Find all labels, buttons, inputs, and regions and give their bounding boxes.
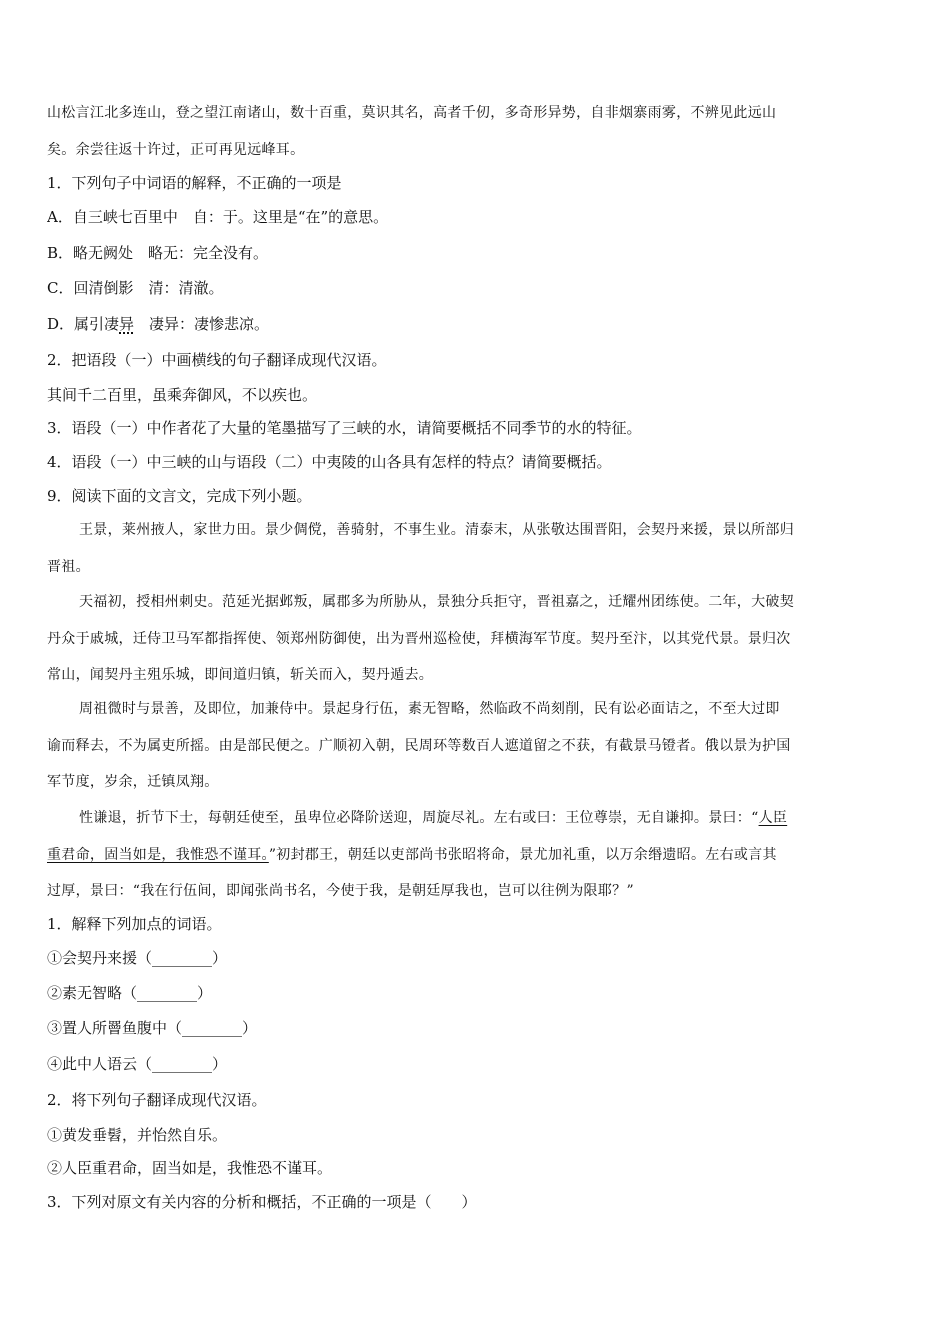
paragraph-2-line: 天福初，授相州刺史。范延光据邺叛，属郡多为所胁从，景独分兵拒守，晋祖嘉之，迁耀州团练使。二年，大破契 <box>79 594 794 610</box>
question-9-2: 2．将下列句子翻译成现代汉语。 <box>47 1091 267 1109</box>
paragraph-4-text: ”初封郡王，朝廷以吏部尚书张昭将命，景尤加礼重，以万余缗遗昭。左右或言其 <box>268 847 777 863</box>
paragraph-4-line <box>79 808 906 828</box>
translation-item-1: ①黄发垂髫，并怡然自乐。 <box>47 1126 228 1144</box>
paragraph-4-line <box>47 845 906 865</box>
section-9-heading: 9．阅读下面的文言文，完成下列小题。 <box>47 487 312 505</box>
question-4: 4．语段（一）中三峡的山与语段（二）中夷陵的山各具有怎样的特点？请简要概括。 <box>47 453 612 471</box>
question-2: 2．把语段（一）中画横线的句子翻译成现代汉语。 <box>47 351 387 369</box>
option-d-prefix: D．属引凄 <box>47 315 120 333</box>
paragraph-2-line: 常山，闻契丹主殂乐城，即间道归镇，斩关而入，契丹遁去。 <box>47 667 434 683</box>
paragraph-3-line: 周祖微时与景善，及即位，加兼侍中。景起身行伍，素无智略，然临政不尚刻削，民有讼必面诘之，不至大过即 <box>79 701 780 717</box>
question-3: 3．语段（一）中作者花了大量的笔墨描写了三峡的水，请简要概括不同季节的水的特征。 <box>47 419 642 437</box>
question-1: 1．下列句子中词语的解释，不正确的一项是 <box>47 174 342 192</box>
paragraph-4-text: 性谦退，折节下士，每朝廷使至，虽卑位必降阶送迎，周旋尽礼。左右或曰：王位尊崇，无自谦抑。景曰：“ <box>79 810 759 826</box>
question-9-1: 1．解释下列加点的词语。 <box>47 915 222 933</box>
dotted-word: 异 <box>119 315 135 333</box>
option-d <box>47 314 906 334</box>
passage-line: 矣。余尝往返十许过，正可再见远峰耳。 <box>47 142 305 158</box>
paragraph-1-line: 晋祖。 <box>47 559 90 575</box>
translation-item-2: ②人臣重君命，固当如是，我惟恐不谨耳。 <box>47 1159 333 1177</box>
option-c: C．回清倒影 清：清澈。 <box>47 279 224 297</box>
translation-sentence: 其间千二百里，虽乘奔御风，不以疾也。 <box>47 386 318 404</box>
question-9-3: 3．下列对原文有关内容的分析和概括，不正确的一项是（ ） <box>47 1193 477 1211</box>
paragraph-3-line: 谕而释去，不为属吏所摇。由是部民便之。广顺初入朝，民周环等数百人遮道留之不获，有截景马镫者。俄以景为护国 <box>47 738 791 754</box>
blank-item-4: ④此中人语云（________） <box>47 1055 228 1073</box>
underlined-sentence: 人臣 <box>758 810 788 826</box>
blank-item-1: ①会契丹来援（________） <box>47 949 228 967</box>
paragraph-1-line: 王景，莱州掖人，家世力田。景少倜傥，善骑射，不事生业。清泰末，从张敬达围晋阳，会契丹来援，景以所部归 <box>79 522 794 538</box>
paragraph-4-line: 过厚，景曰：“我在行伍间，即闻张尚书名，今使于我，是朝廷厚我也，岂可以往例为限耶？” <box>47 883 634 899</box>
option-b: B．略无阙处 略无：完全没有。 <box>47 244 269 262</box>
passage-line: 山松言江北多连山，登之望江南诸山，数十百重，莫识其名，高者千仞，多奇形异势，自非烟寨雨雾，不辨见此远山 <box>47 105 777 121</box>
option-a: A．自三峡七百里中 自：于。这里是“在”的意思。 <box>47 208 389 226</box>
blank-item-3: ③置人所罾鱼腹中（________） <box>47 1019 258 1037</box>
paragraph-3-line: 军节度，岁余，迁镇凤翔。 <box>47 774 219 790</box>
option-d-suffix: 凄异：凄惨悲凉。 <box>134 315 270 333</box>
blank-item-2: ②素无智略（________） <box>47 984 213 1002</box>
paragraph-2-line: 丹众于戚城，迁侍卫马军都指挥使、领郑州防御使，出为晋州巡检使，拜横海军节度。契丹至汴，以其党代景。景归次 <box>47 631 791 647</box>
underlined-sentence: 重君命，固当如是，我惟恐不谨耳。 <box>47 847 269 863</box>
